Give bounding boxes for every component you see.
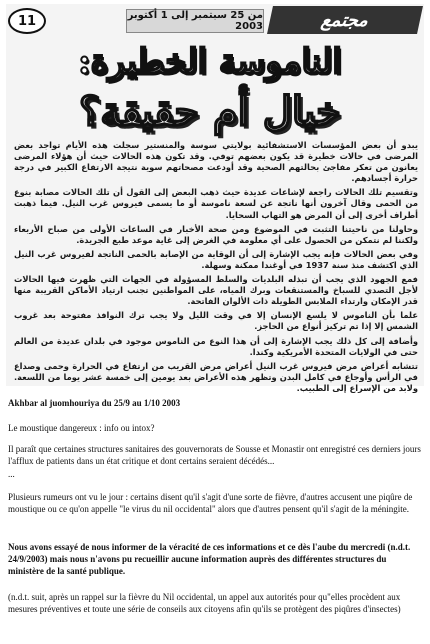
article-paragraph-3: Nous avons essayé de nous informer de la véracité de ces informations et ce dès l'aube du mercredi (n.d.t. 24/9/2003) mais nous n'avons pu recueillir aucune information auprès des différentes structures du ministère de la santé publique.	[8, 542, 411, 576]
issue-date-box: من 25 سبتمبر إلى 1 أكتوبر 2003	[127, 10, 263, 32]
article-paragraph-1: Il paraît que certaines structures sanitaires des gouvernorats de Sousse et Monastir ont enregistré ces derniers jours l'afflux de patients dans un état critique et dont certains seraient décédés...	[8, 444, 421, 466]
clipping-paragraph: وفي بعض الحالات فإنه يجب الإشارة إلى أن الوقاية من الإصابة بالحمى الناتجة لفيروس غرب النيل الذي اكتشف منذ سنة 1937 في أوغندا ممكنة وسهلة.	[14, 248, 418, 270]
clipping-headline-line2: خيال أم حقيقة؟	[79, 88, 341, 135]
page-number-badge: 11	[8, 8, 46, 34]
article-ellipsis: ...	[8, 469, 15, 479]
clipping-paragraph: يبدو أن بعض المؤسسات الاستشفائية بولايتي سوسة والمنستير سجلت هذه الأيام تواجد بعض المرضى في حالات خطيرة قد يكون بعضهم توفي. وقد تكون هذه الحالات حيث أن هؤلاء المرضى يعانون من تعكر مفاجئ بحالتهم الصحية وقد أودعت مصحاتهم سوية نتيجة الارتفاع الكبير في درجة حرارة أجسادهم.	[14, 140, 418, 184]
article-title: Le moustique dangereux : info ou intox?	[8, 423, 155, 433]
clipping-paragraph: وحاولنا من ناحيتنا التثبت في الموضوع ومن صحة الأخبار في الساعات الأولى من صباح الأربعاء ولكننا لم نتمكن من الحصول على أي معلومة في الغرض إلى غاية موعد طبع الجريدة.	[14, 223, 418, 245]
section-tag: مجتمع	[267, 6, 423, 34]
clipping-banner	[6, 4, 424, 38]
clipping-paragraph: وأضافة إلى كل ذلك يجب الإشارة إلى أن هذا النوع من الناموس موجود في بلدان عديدة من العالم حتى في الولايات المتحدة الأمريكية وكندا.	[14, 335, 418, 357]
clipping-paragraph: تتشابه أعراض مرض فيروس غرب النيل أعراض مرض القريب من ارتفاع في الحرارة وحمى وصداع في الرأس وأوجاع في كامل البدن وتظهر هذه الأعراض بعد يومين إلى خمسة عشر يوما من اللسعة. ولابد من الإسراع إلى الطبيب.	[14, 360, 418, 393]
clipping-body-text	[14, 140, 418, 393]
clipping-headline-line1: الناموسة الخطيرة:	[78, 42, 342, 82]
article-paragraph-2: Plusieurs rumeurs ont vu le jour : certains disent qu'il s'agit d'une sorte de fièvre, d'autres accusent une piqûre de moustique ou ce qu'on appelle "le virus du nil occidental" alors que d'autres pensent qu'il s'agit de la méningite.	[8, 492, 413, 514]
article-source: Akhbar al juomhouriya du 25/9 au 1/10 2003	[8, 398, 181, 408]
clipping-paragraph: فمع الجهود الذي يجب أن تبذله البلديات والسلط المسؤولة في الجهات التي ظهرت فيها الحالات لأجل التصدي للسباخ والمستنقعات وبرك المياه، على المواطنين تجنب ارتياد الأماكن القريبة منها قدر الإمكان وارتداء الملابس الطويلة ذات الألوان الفاتحة.	[14, 274, 418, 307]
clipping-paragraph: وتقسيم تلك الحالات راجعة لإشاعات عديدة حيث ذهب البعض إلى القول أن تلك الحالات مصابة بنوع من الحمى وقال آخرون أنها ناتجة عن لسعة ناموسة أو ما يسمى فيروس غرب النيل. فيما ذهبت أطراف أخرى إلى أن المرض هو التهاب السحايا.	[14, 187, 418, 220]
newspaper-clipping	[6, 4, 424, 393]
article-paragraph-4: (n.d.t. suit, après un rappel sur la fièvre du Nil occidental, un appel aux autorités pour qu"elles procèdent aux mesures préventives et toute une série de conseils aux citoyens afin qu'ils se protègent des piqûres d'insectes)	[8, 592, 401, 614]
clipping-paragraph: علما بأن الناموس لا يلسع الإنسان إلا في وقت الليل ولا يجب ترك النوافذ مفتوحة بعد غروب الشمس إلا إذا تم تركيز أنواع من الحاجز.	[14, 310, 418, 332]
